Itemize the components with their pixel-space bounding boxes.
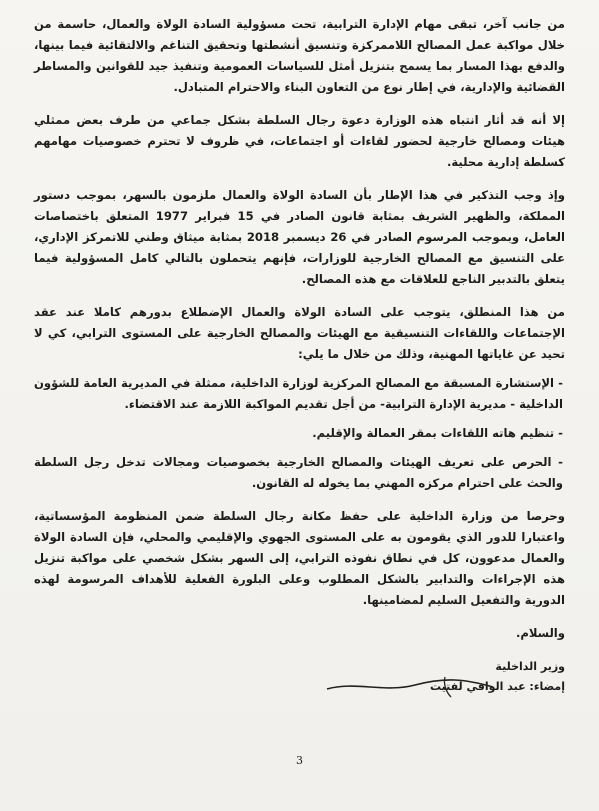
paragraph-conclusion: وحرصا من وزارة الداخلية على حفظ مكانة رجال السلطة ضمن المنظومة المؤسساتية، واعتبارا للدور الذي يقومون به على المستوى الجهوي والإقليمي والمحلي، فإن السادة الولاة والعمال مدعوون، كل في نطاق نفوذه الترابي، إلى السهر بشكل شخصي على مواكبة تنزيل هذه الإجراءات والتدابير بالشكل المطلوب وعلى البلورة الفعلية للأهداف المرسومة لهذه الدورية والتفعيل السليم لمضامينها. [34, 509, 565, 607]
page-number: 3 [296, 754, 303, 767]
paragraph-legal-reminder: وإذ وجب التذكير في هذا الإطار بأن السادة الولاة والعمال ملزمون بالسهر، بموجب دستور المملكة، والظهير الشريف بمثابة قانون الصادر في 15 فبراير 1977 المتعلق باختصاصات العامل، وبموجب المرسوم الصادر في 26 ديسمبر 2018 بمثابة ميثاق وطني للاتمركز الإداري، على التنسيق مع المصالح الخارجية للوزارات، فإنهم يتحملون بالتالي كامل المسؤولية فيما يتعلق بالتدبير الناجع للعلاقات مع هذه المصالح. [34, 188, 565, 286]
bullet-prior-consultation: - الإستشارة المسبقة مع المصالح المركزية لوزارة الداخلية، ممثلة في المديرية العامة للشؤون الداخلية - مديرية الإدارة الترابية- من أجل تقديم المواكبة اللازمة عند الاقتضاء. [34, 376, 563, 411]
handwritten-signature [325, 671, 495, 701]
paragraph-territorial-administration: من جانب آخر، تبقى مهام الإدارة الترابية، تحت مسؤولية السادة الولاة والعمال، حاسمة من خلال مواكبة عمل المصالح اللاممركزة وتنسيق أنشطتها وتحقيق التناغم والالتقائية فيما بينها، والدفع بهذا المسار بما يسمح بتنزيل أمثل للسياسات العمومية وتنفيذ جيد للقوانين والمساطر القضائية والإدارية، في إطار نوع من التعاون البناء والاحترام المتبادل. [34, 17, 565, 94]
signature-block [335, 657, 565, 697]
paragraph-ministry-concern: إلا أنه قد أثار انتباه هذه الوزارة دعوة رجال السلطة بشكل جماعي من طرف بعض ممثلي هيئات ومصالح خارجية لحضور لقاءات أو اجتماعات، في ظروف لا تحترم خصوصيات مهامهم كسلطة إدارية محلية. [34, 113, 565, 169]
signatory-title: وزير الداخلية [495, 660, 565, 673]
signatory-name: إمضاء: عبد الوافي لفتيت [430, 680, 565, 693]
bullet-respect-authority: - الحرص على تعريف الهيئات والمصالح الخارجية بخصوصيات ومجالات تدخل رجل السلطة والحث على احترام مركزه المهني بما يخوله له القانون. [34, 455, 563, 490]
bullet-meeting-location: - تنظيم هاته اللقاءات بمقر العمالة والإقليم. [312, 426, 563, 440]
paragraph-obligations-intro: من هذا المنطلق، يتوجب على السادة الولاة والعمال الإضطلاع بدورهم كاملا عند عقد الإجتماعات واللقاءات التنسيقية مع الهيئات والمصالح الخارجية على المستوى الترابي، كي لا تحيد عن غاياتها المهنية، وذلك من خلال ما يلي: [34, 305, 565, 361]
closing-salutation: والسلام. [515, 626, 565, 640]
